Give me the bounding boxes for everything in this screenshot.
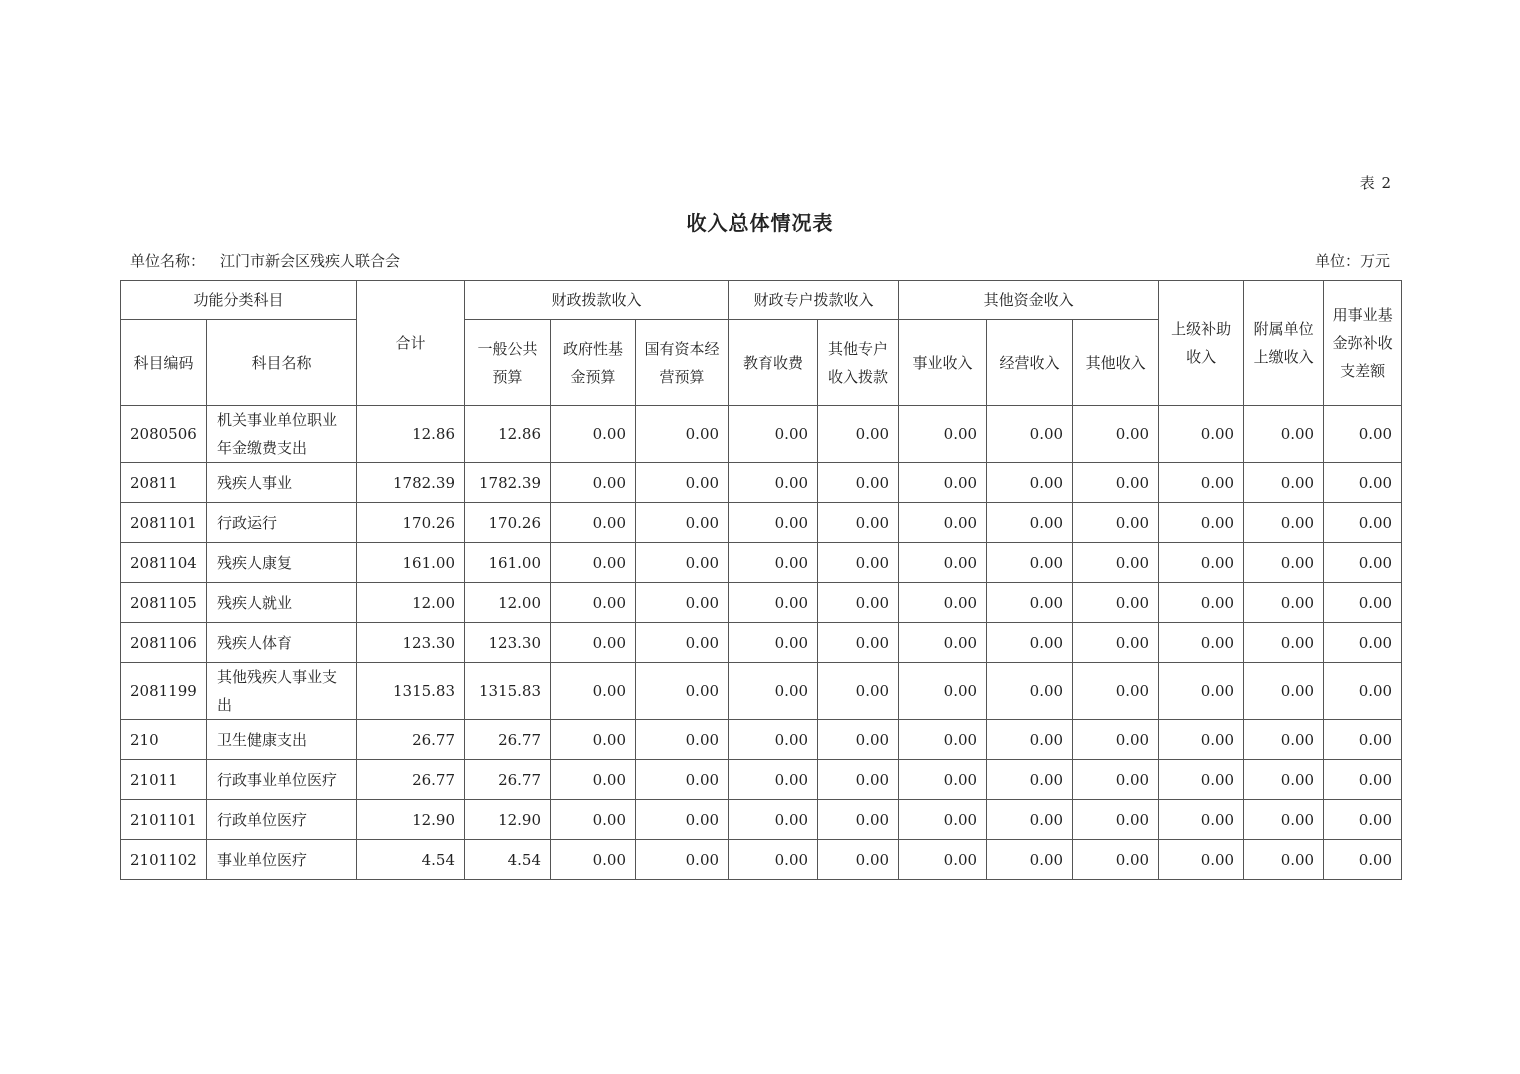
cell-amount: 0.00 [1073,543,1159,583]
cell-amount: 0.00 [818,760,899,800]
table-row [121,543,1402,583]
cell-amount: 26.77 [357,720,465,760]
header-superior-subsidy: 上级补助收入 [1159,281,1244,406]
header-func-category: 功能分类科目 [121,281,357,320]
cell-subject-code: 2081104 [121,543,207,583]
cell-amount: 0.00 [1073,800,1159,840]
cell-amount: 0.00 [636,543,729,583]
cell-amount: 0.00 [551,760,636,800]
cell-amount: 0.00 [1244,720,1324,760]
cell-amount: 0.00 [551,463,636,503]
header-fiscal-special-account: 财政专户拨款收入 [729,281,899,320]
cell-subject-code: 21011 [121,760,207,800]
cell-amount: 1782.39 [465,463,551,503]
cell-amount: 4.54 [465,840,551,880]
header-subject-name: 科目名称 [207,320,357,406]
cell-amount: 0.00 [1244,623,1324,663]
cell-amount: 12.86 [357,406,465,463]
header-other-funds: 其他资金收入 [899,281,1159,320]
cell-amount: 0.00 [899,720,987,760]
header-total: 合计 [357,281,465,406]
income-summary-table [120,280,1402,880]
cell-amount: 0.00 [551,720,636,760]
cell-amount: 0.00 [1159,583,1244,623]
cell-amount: 0.00 [1073,583,1159,623]
cell-amount: 0.00 [1244,543,1324,583]
header-state-capital-budget: 国有资本经营预算 [636,320,729,406]
cell-amount: 0.00 [1073,720,1159,760]
cell-amount: 123.30 [465,623,551,663]
header-affiliated-unit-payment: 附属单位上缴收入 [1244,281,1324,406]
cell-amount: 0.00 [551,503,636,543]
table-row [121,623,1402,663]
cell-amount: 0.00 [636,583,729,623]
table-number: 表 2 [1359,174,1392,192]
cell-amount: 0.00 [1073,663,1159,720]
cell-subject-code: 2081106 [121,623,207,663]
cell-amount: 0.00 [729,583,818,623]
cell-amount: 0.00 [1159,406,1244,463]
cell-amount: 0.00 [987,840,1073,880]
cell-amount: 0.00 [1324,840,1402,880]
cell-amount: 0.00 [899,543,987,583]
cell-subject-name: 残疾人就业 [207,583,357,623]
cell-amount: 0.00 [1324,760,1402,800]
cell-amount: 0.00 [987,406,1073,463]
cell-amount: 0.00 [899,840,987,880]
cell-amount: 0.00 [1159,760,1244,800]
cell-amount: 0.00 [899,463,987,503]
cell-amount: 0.00 [899,760,987,800]
cell-amount: 0.00 [729,663,818,720]
header-subject-code: 科目编码 [121,320,207,406]
cell-amount: 161.00 [465,543,551,583]
cell-amount: 0.00 [1324,623,1402,663]
cell-amount: 1315.83 [357,663,465,720]
cell-amount: 161.00 [357,543,465,583]
cell-amount: 0.00 [1244,583,1324,623]
table-body [121,406,1402,880]
cell-amount: 0.00 [1159,800,1244,840]
page-title: 收入总体情况表 [686,211,834,235]
cell-amount: 0.00 [899,663,987,720]
cell-amount: 0.00 [729,840,818,880]
cell-amount: 12.00 [465,583,551,623]
cell-amount: 0.00 [899,406,987,463]
cell-subject-name: 残疾人事业 [207,463,357,503]
cell-amount: 0.00 [1244,840,1324,880]
cell-amount: 0.00 [899,503,987,543]
cell-amount: 0.00 [818,406,899,463]
cell-amount: 0.00 [551,406,636,463]
cell-amount: 0.00 [636,760,729,800]
cell-amount: 12.00 [357,583,465,623]
cell-amount: 0.00 [1159,720,1244,760]
cell-amount: 0.00 [818,663,899,720]
cell-amount: 0.00 [729,503,818,543]
cell-subject-name: 机关事业单位职业年金缴费支出 [207,406,357,463]
cell-amount: 0.00 [987,720,1073,760]
cell-amount: 0.00 [551,623,636,663]
cell-amount: 0.00 [551,543,636,583]
cell-amount: 0.00 [1159,543,1244,583]
cell-amount: 0.00 [729,720,818,760]
cell-amount: 0.00 [636,503,729,543]
cell-subject-name: 残疾人体育 [207,623,357,663]
cell-amount: 0.00 [1073,623,1159,663]
table-row [121,760,1402,800]
table-row [121,663,1402,720]
cell-amount: 0.00 [1244,503,1324,543]
header-general-public-budget: 一般公共预算 [465,320,551,406]
cell-amount: 0.00 [818,800,899,840]
cell-amount: 0.00 [1244,406,1324,463]
cell-amount: 0.00 [1324,463,1402,503]
cell-amount: 0.00 [1073,840,1159,880]
cell-amount: 0.00 [1073,463,1159,503]
cell-amount: 0.00 [551,840,636,880]
cell-amount: 0.00 [987,583,1073,623]
currency-unit-label: 单位：万元 [1314,252,1390,270]
cell-subject-code: 2081101 [121,503,207,543]
cell-amount: 0.00 [987,463,1073,503]
cell-subject-code: 210 [121,720,207,760]
cell-subject-code: 2081105 [121,583,207,623]
cell-amount: 0.00 [987,543,1073,583]
cell-amount: 0.00 [1159,463,1244,503]
cell-amount: 26.77 [465,720,551,760]
cell-amount: 123.30 [357,623,465,663]
cell-amount: 0.00 [987,663,1073,720]
cell-amount: 0.00 [1324,543,1402,583]
cell-amount: 12.90 [465,800,551,840]
cell-amount: 0.00 [551,583,636,623]
header-fiscal-allocation: 财政拨款收入 [465,281,729,320]
cell-subject-name: 事业单位医疗 [207,840,357,880]
cell-amount: 0.00 [1324,583,1402,623]
header-other-income: 其他收入 [1073,320,1159,406]
cell-amount: 0.00 [818,463,899,503]
cell-subject-code: 2101102 [121,840,207,880]
unit-name-value: 江门市新会区残疾人联合会 [220,252,401,270]
cell-amount: 0.00 [636,463,729,503]
cell-amount: 0.00 [1324,720,1402,760]
table-row [121,503,1402,543]
cell-amount: 0.00 [987,503,1073,543]
header-business-fund-offset: 用事业基金弥补收支差额 [1324,281,1402,406]
cell-amount: 0.00 [1073,760,1159,800]
cell-subject-name: 行政运行 [207,503,357,543]
cell-amount: 0.00 [636,800,729,840]
header-gov-fund-budget: 政府性基金预算 [551,320,636,406]
cell-amount: 0.00 [818,583,899,623]
cell-amount: 0.00 [636,663,729,720]
cell-amount: 0.00 [987,623,1073,663]
header-education-fee: 教育收费 [729,320,818,406]
cell-amount: 1315.83 [465,663,551,720]
cell-amount: 0.00 [636,840,729,880]
cell-amount: 0.00 [818,840,899,880]
cell-amount: 0.00 [1073,503,1159,543]
cell-amount: 0.00 [551,800,636,840]
cell-amount: 170.26 [357,503,465,543]
cell-subject-name: 行政事业单位医疗 [207,760,357,800]
cell-amount: 0.00 [729,800,818,840]
cell-amount: 0.00 [729,760,818,800]
table-row [121,406,1402,463]
cell-amount: 26.77 [465,760,551,800]
cell-subject-code: 2101101 [121,800,207,840]
cell-amount: 0.00 [1073,406,1159,463]
cell-amount: 0.00 [818,623,899,663]
unit-name-label: 单位名称： [130,252,206,270]
cell-amount: 0.00 [899,583,987,623]
cell-amount: 4.54 [357,840,465,880]
cell-subject-name: 残疾人康复 [207,543,357,583]
cell-amount: 0.00 [1324,406,1402,463]
table-header [121,281,1402,406]
cell-amount: 0.00 [818,720,899,760]
cell-amount: 12.90 [357,800,465,840]
table-row [121,463,1402,503]
cell-amount: 0.00 [818,543,899,583]
header-operating-income: 经营收入 [987,320,1073,406]
cell-amount: 0.00 [987,800,1073,840]
table-row [121,720,1402,760]
cell-amount: 1782.39 [357,463,465,503]
cell-amount: 0.00 [987,760,1073,800]
cell-subject-name: 其他残疾人事业支出 [207,663,357,720]
cell-amount: 0.00 [729,406,818,463]
table-row [121,583,1402,623]
cell-amount: 0.00 [1244,760,1324,800]
cell-amount: 0.00 [1244,463,1324,503]
cell-amount: 0.00 [551,663,636,720]
cell-amount: 0.00 [729,543,818,583]
cell-amount: 0.00 [1159,840,1244,880]
cell-amount: 12.86 [465,406,551,463]
cell-amount: 0.00 [1324,800,1402,840]
cell-subject-code: 2081199 [121,663,207,720]
cell-subject-code: 20811 [121,463,207,503]
cell-amount: 0.00 [1159,663,1244,720]
cell-amount: 0.00 [1324,503,1402,543]
cell-amount: 0.00 [1244,663,1324,720]
cell-amount: 0.00 [1244,800,1324,840]
cell-subject-code: 2080506 [121,406,207,463]
cell-amount: 26.77 [357,760,465,800]
cell-amount: 0.00 [729,623,818,663]
cell-amount: 0.00 [818,503,899,543]
cell-subject-name: 行政单位医疗 [207,800,357,840]
cell-subject-name: 卫生健康支出 [207,720,357,760]
header-other-special-account: 其他专户收入拨款 [818,320,899,406]
cell-amount: 0.00 [1159,503,1244,543]
cell-amount: 0.00 [636,406,729,463]
table-row [121,800,1402,840]
cell-amount: 0.00 [636,623,729,663]
cell-amount: 0.00 [1324,663,1402,720]
cell-amount: 0.00 [636,720,729,760]
header-business-income: 事业收入 [899,320,987,406]
cell-amount: 0.00 [729,463,818,503]
cell-amount: 0.00 [899,800,987,840]
cell-amount: 0.00 [1159,623,1244,663]
cell-amount: 0.00 [899,623,987,663]
table-row [121,840,1402,880]
cell-amount: 170.26 [465,503,551,543]
